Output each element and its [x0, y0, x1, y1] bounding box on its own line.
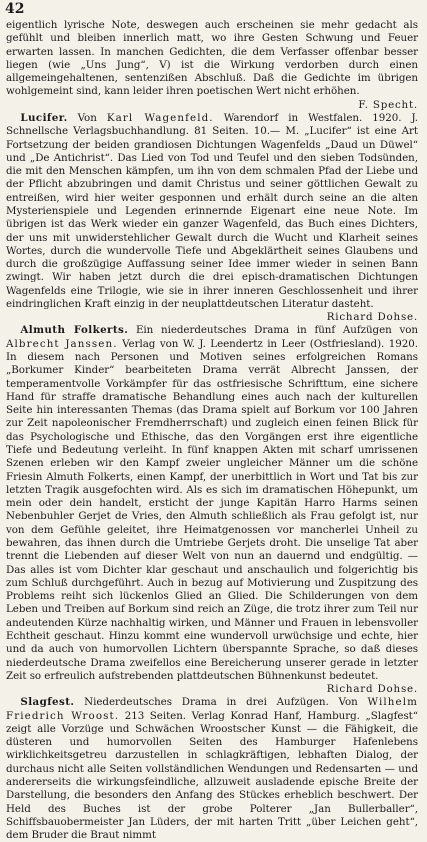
intro-text: eigentlich lyrische Note, deswegen auch erscheinen sie mehr gedacht als gefühlt und bleiben innerlich matt, wo ihre Gesten Schwung und Feuer erwarten lassen. In manchen Gedichten, die dem Verfasser offenbar besser liegen (wie „Uns Jung“, V) ist die Wirkung verdorben durch einen allgemeingehaltenen, sentenzißen Abschluß. Daß die Gedichte im übrigen wohlgemeint sind, kann leider ihren poetischen Wert nicht erhöhen. [6, 19, 418, 98]
entry-review-text: In diesem nach Personen und Motiven seines erfolgreichen Romans „Borkumer Kinder“ bearbeiteten Drama verrät Albrecht Janssen, der temperamentvolle Vorkämpfer für das ostfriesische Schrifttum, eine sichere Hand für straffe dramatische Behandlung eines auch nach der kulturellen Seite hin interessanten Themas (das Drama spielt auf Borkum vor 100 Jahren zur Zeit napoleonischer Fremdherrschaft) und zugleich einen feinen Blick für das Psychologische und Ethische, das den Vorgängen erst ihre eigentliche Tiefe und Bedeutung verleiht. In fünf knappen Akten mit scharf umrissenen Szenen erleben wir den Kampf zweier ungleicher Männer um die schöne Friesin Almuth Folkerts, einen Kampf, der unerbittlich in Wort und Tat bis zur letzten Tragik ausgefochten wird. Als es sich im dramatischen Höhepunkt, um mein oder dein handelt, ersticht der junge Kapitän Harro Harms seinen Nebenbuhler Gerjet de Vries, den Almuth schließlich als Frau gefolgt ist, nur von dem Gefühle geleitet, ihre Heimatgenossen vor mancherlei Unheil zu bewahren, das ihnen durch die Umtriebe Gerjets droht. Die unselige Tat aber trennt die Liebenden auf dieser Welt von nun an dauernd und endgültig. — Das alles ist vom Dichter klar geschaut und anschaulich und folgerichtig bis zum Schluß durchgeführt. Auch in bezug auf Motivierung und Zuspitzung des Problems reiht sich lückenlos Glied an Glied. Die Schilderungen von dem Leben und Treiben auf Borkum sind reich an Züge, die trotz ihrer zum Teil nur andeutenden Kürze nachhaltig wirken, und Männer und Frauen in lebensvoller Echtheit geschaut. Hinzu kommt eine wundervoll urwüchsige und echte, hier und da auch von humorvollen Lichtern überspannte Sprache, so daß dieses niederdeutsche Drama zweifellos eine Bereicherung unserer gerade in letzter Zeit so erfreulich aufstrebenden plattdeutschen Bühnenkunst bedeutet. [6, 351, 418, 682]
entry-author-prefix: Niederdeutsches Drama in drei Aufzügen. Von [84, 696, 358, 709]
entry-signature: Richard Dohse. [326, 311, 418, 324]
entry-author-prefix: Von [77, 111, 97, 124]
entry-review-text: „Lucifer“ ist eine Art Fortsetzung der beiden grandiosen Dichtungen Wagenfelds „Daud un Düwel“ und „De Antichrist“. Das Lied von Tod und Teufel und den sieben Todsünden, die mit den Menschen kämpfen, um ihn von dem schmalen Pfad der Liebe und der Pflicht abzubringen und damit Christus und seiner göttlichen Gewalt zu entreißen, wird hier weiter gesponnen und erhält durch seine an die alten Mysterienspiele und Legenden erinnernde Eigenart eine neue Note. Im übrigen ist das Werk wieder ein ganzer Wagenfeld, das Buch eines Dichters, der uns mit unwiderstehlicher Gewalt durch die Wucht und Klarheit seines Wortes, durch die wundervolle Tiefe und Abgeklärtheit seines Glaubens und durch die großzügige Auffassung seiner Idee immer wieder in seinen Bann zwingt. Wir haben jetzt durch die drei episch-dramatischen Dichtungen Wagenfelds eine Trilogie, wie sie in ihrer inneren Geschlossenheit und ihrer eindringlichen Kraft einzig in der neuplattdeutschen Literatur dasteht. [6, 125, 418, 310]
intro-signature: F. Specht. [358, 98, 418, 111]
intro-paragraph [6, 19, 418, 99]
entry-author: Karl Wagenfeld. [106, 111, 214, 124]
body-text [6, 19, 418, 842]
entry-slagfest [6, 696, 418, 842]
entry-almuth-folkerts [6, 324, 418, 683]
entry-imprint: 213 Seiten. Verlag Konrad Hanf, Hamburg. [124, 709, 360, 722]
entry-imprint: Verlag von W. J. Leendertz in Leer (Ostfriesland). 1920. [122, 337, 418, 350]
entry-author-prefix: Ein niederdeutsches Drama in fünf Aufzügen von [135, 324, 418, 337]
entry-title: Lucifer. [20, 111, 68, 124]
entry-signature: Richard Dohse. [326, 683, 418, 696]
entry-lucifer [6, 112, 418, 311]
entry-review-text: „Slagfest“ zeigt alle Vorzüge und Schwächen Wroostscher Kunst — die Fähigkeit, die düsteren und humorvollen Seiten des Hamburger Hafenlebens wirklichkeitsgetreu darzustellen in schlagkräftigen, lebhaften Dialog, der durchaus nicht alle Seiten vollständlichen Wendungen und Redensarten — und andererseits die wirkungsfeindliche, allzuweit ausladende epische Breite der Darstellung, die besonders den Anfang des Stückes erheblich beschwert. Der Held des Buches ist der grobe Polterer „Jan Bullerballer“, Schiffsbauobermeister Jan Lüders, der mit harten Tritt „über Leichen geht“, dem Bruder die Braut nimmt [6, 709, 418, 842]
entry-title: Almuth Folkerts. [20, 324, 129, 337]
entry-imprint: Warendorf in Westfalen. 1920. J. Schnellsche Verlagsbuchhandlung. 81 Seiten. 10.— M. [6, 111, 418, 138]
entry-author: Wilhelm Friedrich Wroost. [6, 696, 418, 722]
entry-author: Albrecht Janssen. [6, 337, 118, 350]
page-number: 42 [5, 1, 25, 17]
entry-title: Slagfest. [20, 696, 75, 709]
